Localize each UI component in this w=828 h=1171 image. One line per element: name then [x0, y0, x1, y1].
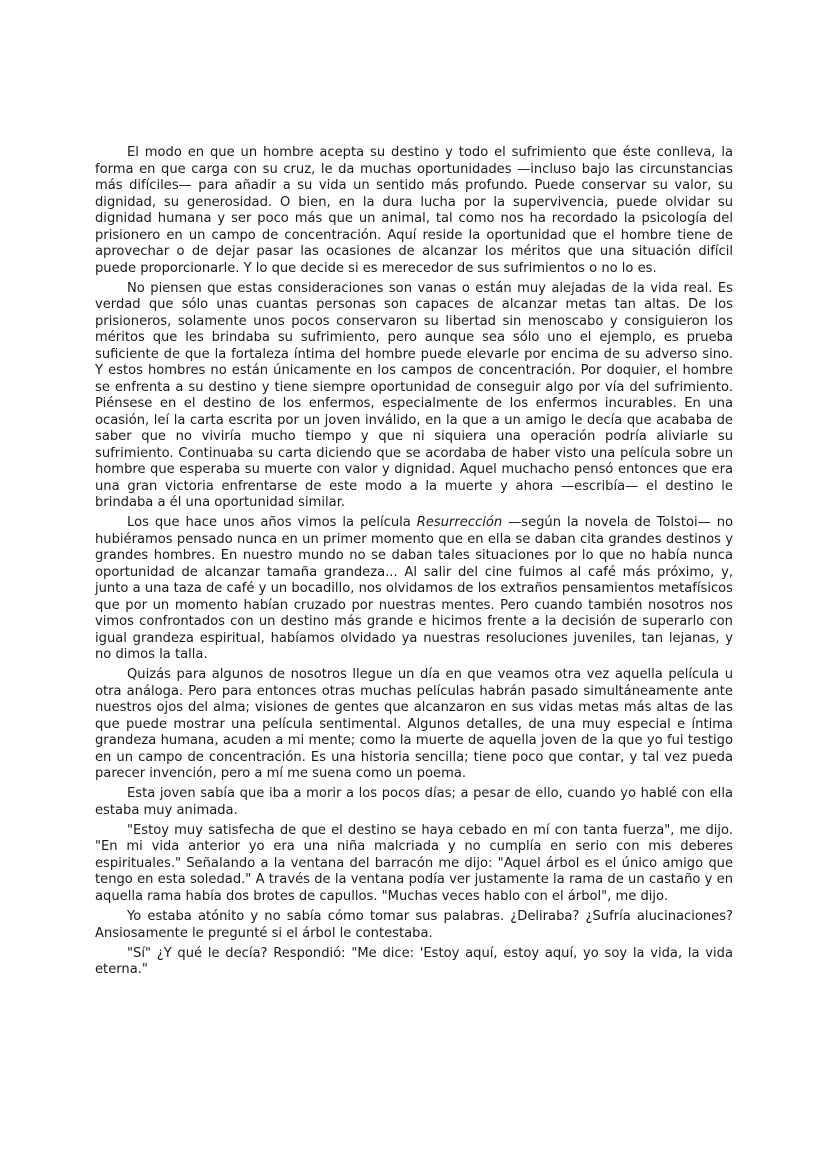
paragraph-6: "Estoy muy satisfecha de que el destino se haya cebado en mí con tanta fuerza", me dijo. "En mi vida anterior yo era una niña malcriada y no cumplía en serio con mis deberes espirituales." Señalando a la ventana del barracón me dijo: "Aquel árbol es el único amigo que tengo en esta soledad." A través de la ventana podía ver justamente la rama de un castaño y en aquella rama había dos brotes de capullos. "Muchas veces hablo con el árbol", me dijo.	[95, 822, 733, 904]
paragraph-7: Yo estaba atónito y no sabía cómo tomar sus palabras. ¿Deliraba? ¿Sufría alucinaciones? Ansiosamente le pregunté si el árbol le contestaba.	[95, 909, 733, 941]
paragraph-5: Esta joven sabía que iba a morir a los pocos días; a pesar de ello, cuando yo hablé con ella estaba muy animada.	[95, 786, 733, 818]
paragraph-1: El modo en que un hombre acepta su destino y todo el sufrimiento que éste conlleva, la forma en que carga con su cruz, le da muchas oportunidades —incluso bajo las circunstancias más difíciles— para añadir a su vida un sentido más profundo. Puede conservar su valor, su dignidad, su generosidad. O bien, en la dura lucha por la supervivencia, puede olvidar su dignidad humana y ser poco más que un animal, tal como nos ha recordado la psicología del prisionero en un campo de concentración. Aquí reside la oportunidad que el hombre tiene de aprovechar o de dejar pasar las ocasiones de alcanzar los méritos que una situación difícil puede proporcionarle. Y lo que decide si es merecedor de sus sufrimientos o no lo es.	[95, 145, 733, 276]
paragraph-3	[95, 515, 733, 664]
film-title: Resurrección	[416, 515, 503, 531]
paragraph-8: "Sí" ¿Y qué le decía? Respondió: "Me dice: 'Estoy aquí, estoy aquí, yo soy la vida, la vida eterna."	[95, 945, 733, 978]
document-page	[95, 145, 733, 982]
paragraph-2: No piensen que estas consideraciones son vanas o están muy alejadas de la vida real. Es verdad que sólo unas cuantas personas son capaces de alcanzar metas tan altas. De los prisioneros, solamente unos pocos conservaron su libertad sin menoscabo y consiguieron los méritos que les brindaba su sufrimiento, pero aunque sea sólo uno el ejemplo, es prueba suficiente de que la fortaleza íntima del hombre puede elevarle por encima de su adverso sino. Y estos hombres no están únicamente en los campos de concentración. Por doquier, el hombre se enfrenta a su destino y tiene siempre oportunidad de conseguir algo por vía del sufrimiento. Piénsese en el destino de los enfermos, especialmente de los enfermos incurables. En una ocasión, leí la carta escrita por un joven inválido, en la que a un amigo le decía que acababa de saber que no viviría mucho tiempo y que ni siquiera una operación podría aliviarle su sufrimiento. Continuaba su carta diciendo que se acordaba de haber visto una película sobre un hombre que esperaba su muerte con valor y dignidad. Aquel muchacho pensó entonces que era una gran victoria enfrentarse de este modo a la muerte y ahora —escribía— el destino le brindaba a él una oportunidad similar.	[95, 280, 733, 511]
paragraph-3-before: Los que hace unos años vimos la película	[127, 515, 417, 531]
paragraph-3-after: —según la novela de Tolstoi— no hubiéramos pensado nunca en un primer momento que en ella se daban cita grandes destinos y grandes hombres. En nuestro mundo no se daban tales situaciones por lo que no había nunca oportunidad de alcanzar tamaña grandeza... Al salir del cine fuimos al café más próximo, y, junto a una taza de café y un bocadillo, nos olvidamos de los extraños pensamientos metafísicos que por un momento habían cruzado por nuestras mentes. Pero cuando también nosotros nos vimos confrontados con un destino más grande e hicimos frente a la decisión de superarlo con igual grandeza espiritual, habíamos olvidado ya nuestras resoluciones juveniles, tan lejanas, y no dimos la talla.	[95, 515, 733, 663]
paragraph-4: Quizás para algunos de nosotros llegue un día en que veamos otra vez aquella película u otra análoga. Pero para entonces otras muchas películas habrán pasado simultáneamente ante nuestros ojos del alma; visiones de gentes que alcanzaron en sus vidas metas más altas de las que puede mostrar una película sentimental. Algunos detalles, de una muy especial e íntima grandeza humana, acuden a mi mente; como la muerte de aquella joven de la que yo fui testigo en un campo de concentración. Es una historia sencilla; tiene poco que contar, y tal vez pueda parecer invención, pero a mí me suena como un poema.	[95, 667, 733, 782]
